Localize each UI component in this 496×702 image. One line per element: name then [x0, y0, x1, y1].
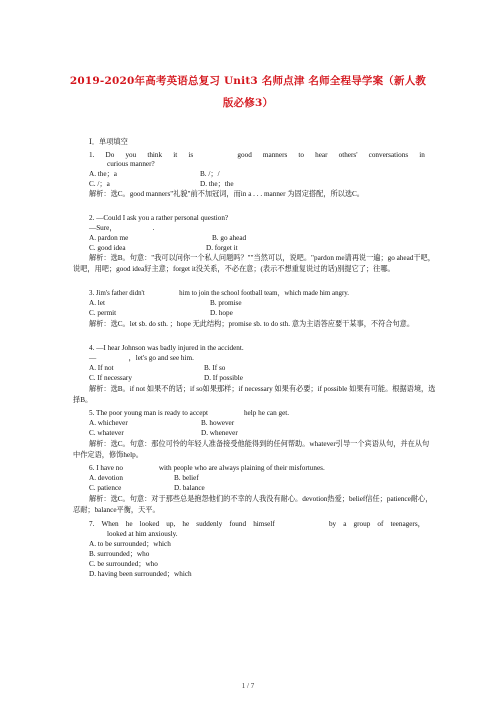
document-title-line-2: 版必修3）: [222, 97, 274, 109]
q5-option-b: B. however: [201, 419, 235, 427]
q3-explanation: 解析：选C。let sb. do sth. ；hope 无此结构；promise sb. to do sth. 意为主语答应要干某事，不符合句意。: [89, 320, 415, 328]
q3-option-a: A. let: [89, 299, 105, 307]
q5-explanation: 解析：选C。句意：那位可怜的年轻人准备接受他能得到的任何帮助。whatever引导一个宾语从句，并在从句中作定语，修饰help。: [73, 440, 430, 459]
q1-stem-continued: curious manner?: [107, 160, 155, 168]
q4-explanation: 解析：选B。if not 如果不的话；if so如果那样；if necessary 如果有必要；if possible 如果有可能。根据语境，选择B。: [73, 385, 436, 404]
q1-stem: 1. Do you think it is good manners to hear others' conversations in: [89, 151, 425, 159]
q4-option-d: D. If possible: [204, 374, 243, 382]
q2-dialog-line: —Sure， .: [89, 224, 155, 232]
q7-option-d: D. having been surrounded；which: [89, 570, 192, 578]
q6-option-a: A. devotion: [89, 474, 123, 482]
q2-explanation: 解析：选B。句意："我可以问你一个私人问题吗？""当然可以，说吧。"pardon me请再说一遍；go ahead干吧，说吧，用吧；good idea好主意；forget it没关系，不必在意；(表示不想重复说过的话)别提它了；往哪。: [73, 254, 435, 273]
q1-option-d: D. the；the: [200, 180, 234, 188]
q6-explanation: 解析：选C。句意：对于那些总是抱怨他们的不幸的人我没有耐心。devotion热爱；belief信任；patience耐心，忍耐；balance平衡，天平。: [73, 495, 433, 514]
q6-option-d: D. balance: [174, 484, 205, 492]
q2-stem: 2. —Could I ask you a rather personal question?: [89, 214, 229, 222]
q2-option-c: C. good idea: [89, 244, 126, 252]
q5-option-d: D. whenever: [201, 429, 238, 437]
q6-option-c: C. patience: [89, 484, 122, 492]
q2-option-b: B. go ahead: [212, 234, 247, 242]
q7-option-a: A. to be surrounded；which: [89, 540, 171, 548]
q3-option-b: B. promise: [210, 299, 242, 307]
q4-stem: 4. —I hear Johnson was badly injured in the accident.: [89, 344, 244, 352]
q7-stem: 7. When he looked up, he suddenly found himself by a group of teenagers，: [89, 520, 425, 528]
q1-option-c: C. /；a: [89, 180, 110, 188]
q5-option-a: A. whichever: [89, 419, 128, 427]
q4-option-a: A. If not: [89, 364, 114, 372]
q4-dialog-line: — ，let's go and see him.: [89, 354, 194, 362]
q7-stem-continued: looked at him anxiously.: [107, 530, 178, 538]
q5-option-c: C. whatever: [89, 429, 124, 437]
q4-option-c: C. If necessary: [89, 374, 132, 382]
q7-option-b: B. surrounded；who: [89, 550, 150, 558]
q3-option-c: C. permit: [89, 309, 117, 317]
q4-option-b: B. If so: [204, 364, 226, 372]
q3-stem: 3. Jim's father didn't him to join the school football team，which made him angry.: [89, 290, 350, 297]
q5-stem: 5. The poor young man is ready to accept help he can get.: [89, 409, 290, 417]
q7-option-c: C. be surrounded；who: [89, 560, 158, 568]
q1-option-b: B. /；/: [200, 170, 220, 178]
q1-explanation: 解析：选C。good manners"礼貌"前不加冠词，而in a . . . manner 为固定搭配，所以选C。: [89, 190, 364, 198]
document-title-line-1: 2019-2020年高考英语总复习 Unit3 名师点津 名师全程导学案（新人教: [69, 75, 427, 87]
page-number: 1 / 7: [241, 682, 255, 690]
q1-option-a: A. the；a: [89, 170, 117, 178]
q2-option-d: D. forget it: [206, 244, 238, 252]
q2-option-a: A. pardon me: [89, 234, 129, 242]
q6-option-b: B. belief: [174, 474, 199, 482]
q3-option-d: D. hope: [210, 309, 233, 317]
section-heading: Ⅰ．单项填空: [89, 138, 128, 146]
q6-stem: 6. I have no with people who are always plaining of their misfortunes.: [89, 464, 325, 472]
